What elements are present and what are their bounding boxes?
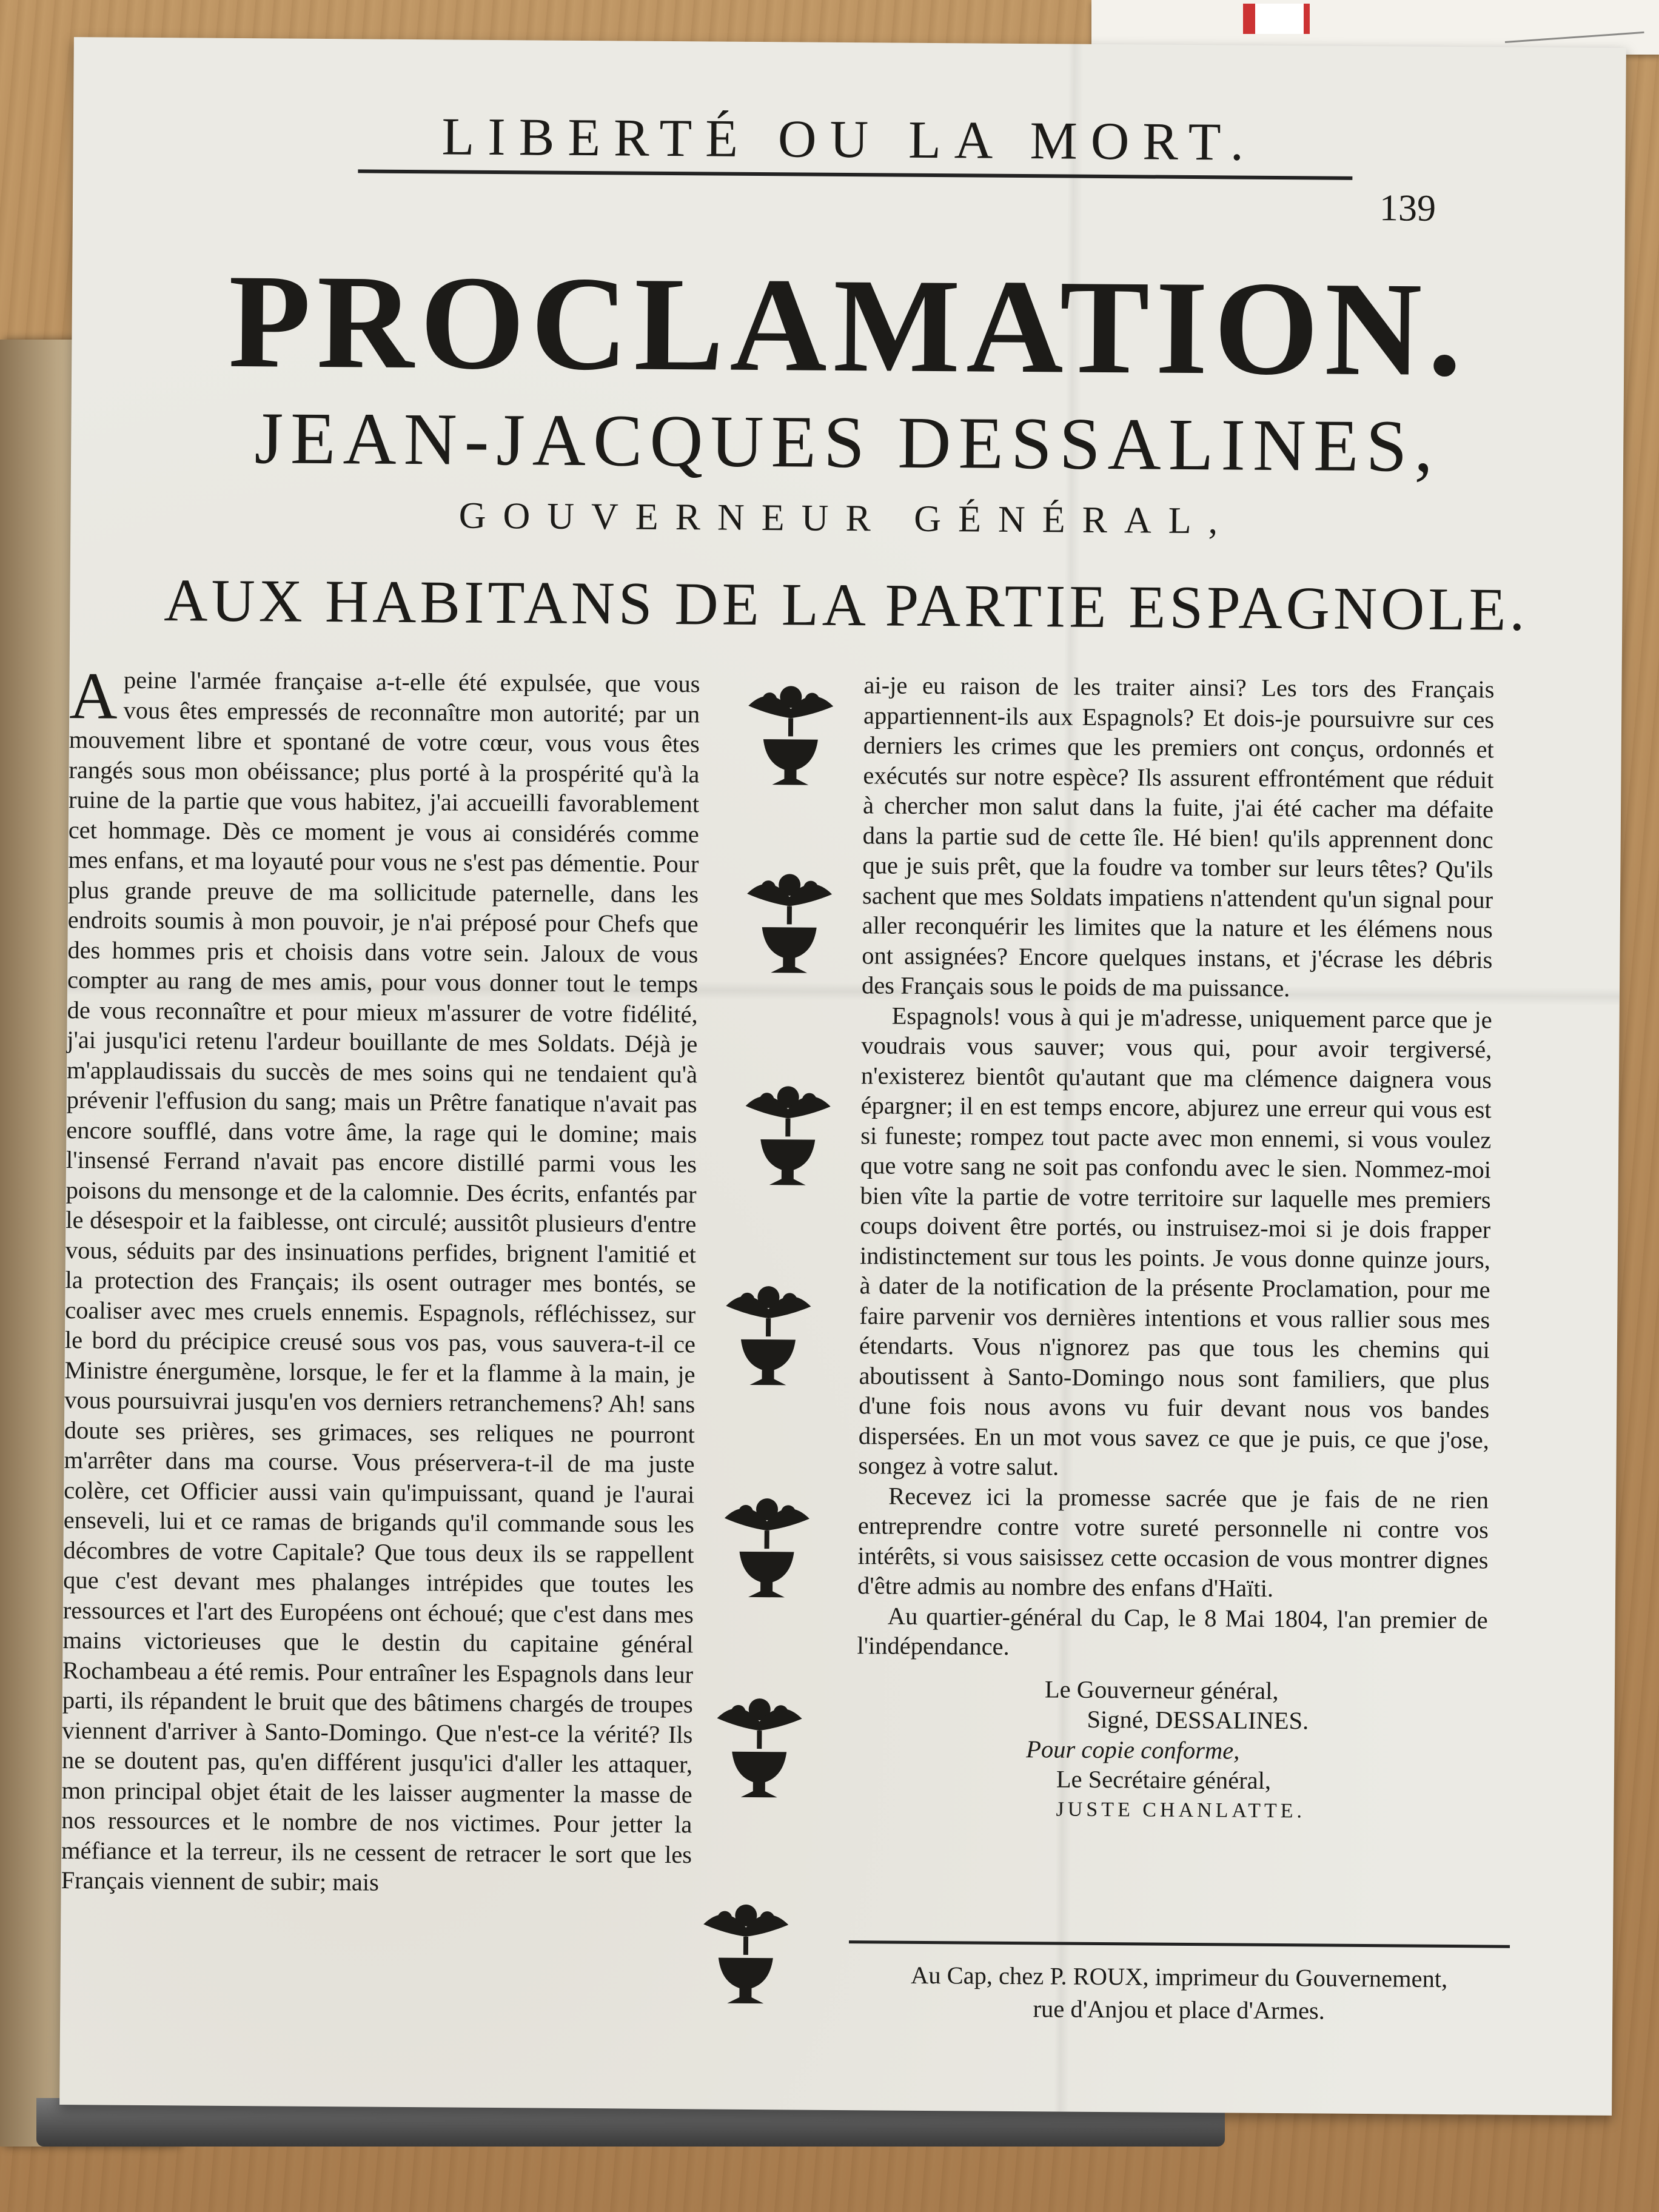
secretary-title: Le Secrétaire général,: [1056, 1765, 1272, 1794]
left-paragraph: Apeine l'armée française a-t-elle été expulsée, que vous vous êtes empressés de reconnaître mon autorité; par un mouvement libre et spontané de votre cœur, vous vous êtes rangés sous mon obéissance; plus porté à la prospérité qu'à la ruine de la partie que vous habitez, j'ai accueilli favorablement cet hommage. Dès ce moment je vous ai considérés comme mes enfans, et ma loyauté pour vous ne s'est pas démentie. Pour plus grande preuve de ma sollicitude paternelle, dans les endroits soumis à mon pouvoir, je n'ai préposé pour Chefs que des hommes pris et choisis dans votre sein. Jaloux de vous compter au rang de mes amis, pour vous donner tout le temps de vous reconnaître et pour mieux m'assurer de votre fidélité, j'ai jusqu'ici retenu l'ardeur bouillante de mes Soldats. Déjà je m'applaudissais du succès de mes soins qui ne tendaient qu'à prévenir l'effusion du sang; mais un Prêtre fanatique n'avait pas encore soufflé, dans votre âme, la rage qui le domine; mais l'insensé Ferrand n'avait pas encore distillé parmi vous les poisons du mensonge et de la calomnie. Des écrits, enfantés par le désespoir et la faiblesse, ont circulé; aussitôt plusieurs d'entre vous, séduits par des insinuations perfides, brignent l'amitié et la protection des Français; ils osent outrager mes bontés, se coaliser avec mes cruels ennemis. Espagnols, réfléchissez, sur le bord du précipice creusé sous vos pas, vous sauvera-t-il ce Ministre énergumène, lorsque, le fer et la flamme à la main, je vous poursuivrai jusqu'en vos derniers retranchemens? Ah! sans doute ses prières, ses grimaces, ses reliques ne pourront m'arrêter dans ma course. Vous préservera-t-il de ma juste colère, cet Officier aussi vain qu'impuissant, quand je l'aurai enseveli, lui et ce ramas de brigands qu'il commande sous les décombres de votre Capitale? Que tous deux ils se rappellent que c'est devant mes phalanges intrépides que toutes les ressources et l'art des Européens ont échoué; que c'est dans mes mains victorieuses que le destin du capitaine général Rochambeau a été remis. Pour entraîner les Espagnols dans leur parti, ils répandent le bruit que des bâtimens chargés de troupes viennent d'arriver à Santo-Domingo. Que n'est-ce la vérité? Ils ne se doutent pas, qu'en différent jusqu'ici d'aller les attaquer, mon principal objet était de les laisser augmenter la masse de nos ressources et le nombre de nos victimes. Pour jetter la méfiance et la terreur, ils ne cessent de retracer le sort que les Français viennent de subir; mais: [61, 659, 700, 1896]
folio-number: 139: [1379, 187, 1436, 229]
urn-with-flowers-icon: [705, 1684, 814, 1806]
secretary-name: JUSTE CHANLATTE.: [1056, 1797, 1306, 1822]
imprint-line: rue d'Anjou et place d'Armes.: [1033, 1995, 1326, 2025]
signature-block: [856, 1673, 1487, 1828]
signature-title: Le Gouverneur général,: [1044, 1675, 1279, 1704]
right-paragraph: Au quartier-général du Cap, le 8 Mai 1804, l'an premier de l'indépendance.: [857, 1602, 1488, 1660]
urn-with-flowers-icon: [733, 1073, 843, 1195]
card-handwriting: [1503, 1, 1644, 43]
copy-conform: Pour copie conforme,: [1026, 1735, 1240, 1765]
card-stamp: [1243, 4, 1310, 34]
urn-with-flowers-icon: [736, 672, 845, 794]
right-paragraph: Recevez ici la promesse sacrée que je fais de ne rien entreprendre contre votre sureté personnelle ni contre vos intérêts, si vous saisissez cette occasion de vous montrer dignes d'être admis au nombre des enfans d'Haïti.: [857, 1482, 1489, 1602]
author-name: JEAN-JACQUES DESSALINES,: [254, 397, 1441, 488]
proclamation-sheet: [59, 37, 1626, 2116]
urn-with-flowers-icon: [691, 1891, 800, 2013]
signature-name: Signé, DESSALINES.: [1087, 1705, 1309, 1735]
ornament-column: [727, 672, 851, 2007]
imprint-line: Au Cap, chez P. ROUX, imprimeur du Gouvernement,: [910, 1961, 1448, 1992]
right-paragraph: Espagnols! vous à qui je m'adresse, uniquement parce que je voudrais vous sauver; vous qui, pour avoir tergiversé, n'existerez bientôt qu'autant que ma clémence daignera vous épargner; il en est temps encore, abjurez une erreur qui vous est si funeste; rompez tout pacte avec mon ennemi, si vous voulez que votre sang ne soit pas confondu avec le sien. Nommez-moi bien vîte la partie de votre territoire sur laquelle mes premiers coups doivent être portés, ou instruisez-moi si je dois frapper indistinctement sur tous les points. Je vous donne quinze jours, à dater de la notification de la présente Proclamation, pour me faire parvenir vos dernières intentions et vous rallier sous mes étendarts. Vous n'ignorez pas que tous les chemins qui aboutissent à Santo-Domingo nous sont familiers, que plus d'une fois nous avons vu fuir devant nous vos bandes dispersées. En un mot vous savez ce que je puis, ce que j'ose, songez à votre salut.: [858, 1002, 1492, 1481]
urn-with-flowers-icon: [713, 1273, 823, 1395]
imprint-rule: [849, 1940, 1510, 1948]
page-title: PROCLAMATION.: [227, 246, 1469, 405]
motto: LIBERTÉ OU LA MORT.: [441, 107, 1258, 172]
urn-with-flowers-icon: [734, 860, 844, 982]
right-paragraph: ai-je eu raison de les traiter ainsi? Les tors des Français appartiennent-ils aux Espagnols? Et dois-je poursuivre sur ces derniers les crimes que les premiers ont conçus, ordonnés et exécutés sur notre espèce? Ils assurent effrontément que réduit à chercher mon salut dans la fuite, j'ai été cacher ma défaite dans la partie sud de cette île. Hé bien! qu'ils apprennent donc que je suis prêt, que la foudre va tomber sur leurs têtes? Qu'ils sachent que mes Soldats impatiens n'attendent qu'un signal pour aller reconquérir les limites que la nature et les élémens nous ont assignées? Encore quelques instans, et j'écrase les débris des Français sous le poids de ma puissance.: [861, 671, 1495, 1002]
author-office: GOUVERNEUR GÉNÉRAL,: [458, 495, 1235, 542]
addressee: AUX HABITANS DE LA PARTIE ESPAGNOLE.: [163, 566, 1529, 643]
right-column: [856, 670, 1494, 1827]
printer-imprint: [848, 1959, 1510, 2029]
left-column: [61, 659, 700, 1900]
urn-with-flowers-icon: [712, 1485, 822, 1607]
